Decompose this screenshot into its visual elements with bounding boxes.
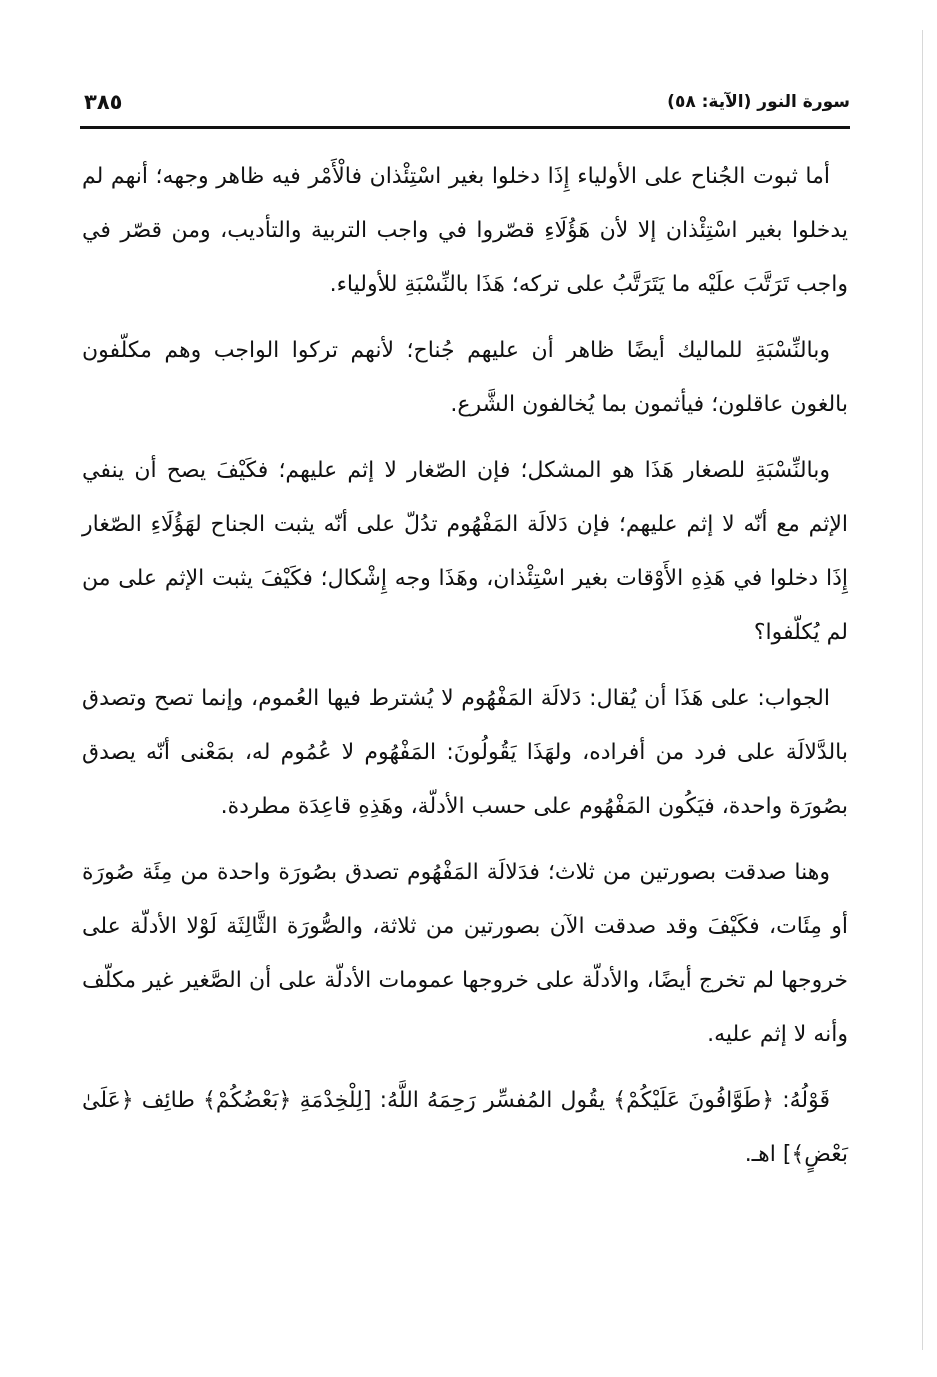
page-edge-line bbox=[922, 30, 923, 1350]
paragraph-1: أما ثبوت الجُناح على الأولياء إِذَا دخلوا بغير اسْتِئْذان فالْأَمْر فيه ظاهر وجهه؛ أنهم لم يدخلوا بغير اسْتِئْذان إلا لأن هَؤُلَاءِ قصّروا في واجب التربية والتأديب، ومن قصّر في واجب تَرَتَّبَ علَيْه ما يَتَرَتَّبُ على تركه؛ هَذَا بالنِّسْبَةِ للأولياء. bbox=[82, 164, 848, 297]
paragraph-6: قَوْلُهُ: ﴿طَوَّافُونَ عَلَيْكُمْ﴾ يقُول المُفسِّر رَحِمَهُ اللَّهُ: [لِلْخِدْمَةِ ﴿بَعْضُكُمْ﴾ طائِف ﴿عَلَىٰ بَعْضٍ﴾] اهـ. bbox=[82, 1088, 848, 1167]
page-header bbox=[80, 90, 850, 120]
paragraph-3: وبالنِّسْبَةِ للصغار هَذَا هو المشكل؛ فإن الصّغار لا إثم عليهم؛ فكَيْفَ يصح أن ينفي الإثم مع أنّه لا إثم عليهم؛ فإن دَلالَة المَفْهُوم تدُلّ على أنّه يثبت الجناح لهَؤُلَاءِ الصّغار إِذَا دخلوا في هَذِهِ الأَوْقات بغير اسْتِئْذان، وهَذَا وجه إِشْكال؛ فكَيْفَ يثبت الإثم على من لم يُكلّفوا؟ bbox=[82, 458, 848, 645]
page-number: ٣٨٥ bbox=[84, 90, 123, 114]
header-divider bbox=[80, 126, 850, 129]
paragraph-2: وبالنِّسْبَةِ للماليك أيضًا ظاهر أن عليهم جُناح؛ لأنهم تركوا الواجب وهم مكلّفون بالغون عاقلون؛ فيأثمون بما يُخالفون الشَّرع. bbox=[82, 338, 848, 417]
surah-title: سورة النور (الآية: ٥٨) bbox=[667, 92, 850, 112]
page-body bbox=[82, 150, 848, 1194]
paragraph-4: الجواب: على هَذَا أن يُقال: دَلالَة المَفْهُوم لا يُشترط فيها العُموم، وإنما تصح وتصدق بالدَّلالَة على فرد من أفراده، ولهَذَا يَقُولُونَ: المَفْهُوم لا عُمُوم له، بمَعْنى أنّه يصدق بصُورَة واحدة، فيَكُون المَفْهُوم على حسب الأدلّة، وهَذِهِ قاعِدَة مطردة. bbox=[82, 686, 848, 819]
paragraph-5: وهنا صدقت بصورتين من ثلاث؛ فدَلالَة المَفْهُوم تصدق بصُورَة واحدة من مِئَة صُورَة أو مِئَات، فكَيْفَ وقد صدقت الآن بصورتين من ثلاثة، والصُّورَة الثَّالِثَة لَوْلا الأدلّة على خروجها لم تخرج أيضًا، والأدلّة على خروجها عمومات الأدلّة على أن الصَّغير غير مكلّف وأنه لا إثم عليه. bbox=[82, 860, 848, 1047]
